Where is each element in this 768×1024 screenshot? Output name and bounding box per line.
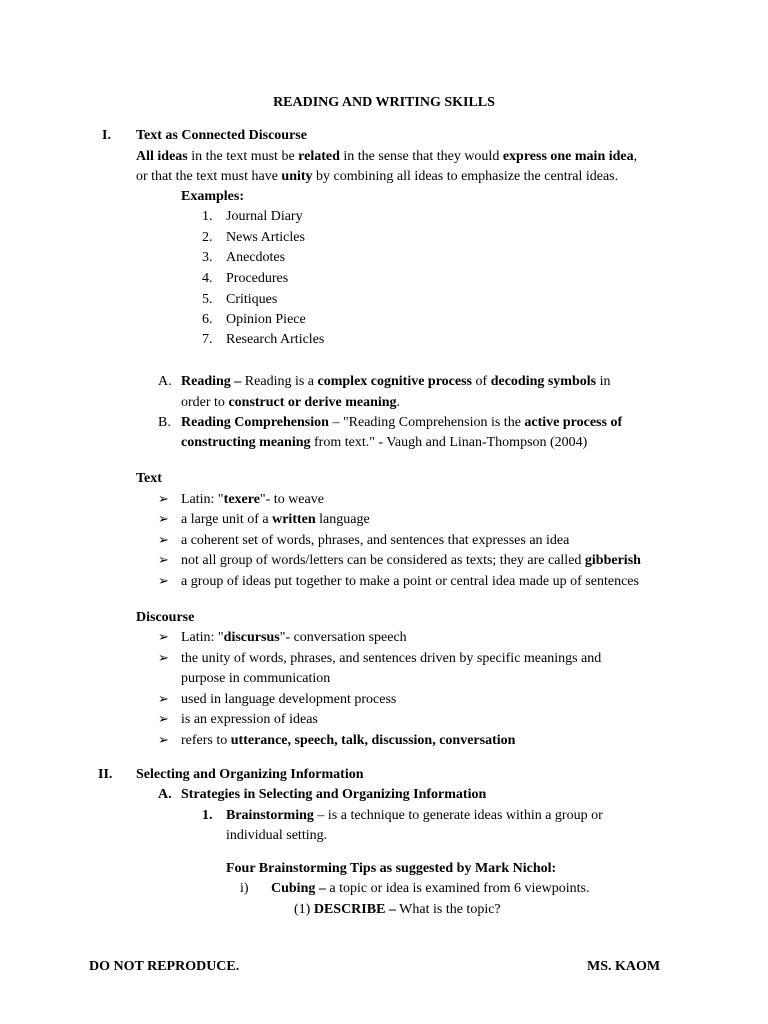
list-item: Research Articles bbox=[226, 332, 325, 347]
list-item-number: i) bbox=[240, 881, 249, 896]
text-heading: Text bbox=[136, 471, 162, 486]
bullet-item: a group of ideas put together to make a point or central idea made up of sentences bbox=[181, 574, 639, 589]
reading-definition-line-2: order to construct or derive meaning. bbox=[181, 395, 401, 410]
list-item-number: 1. bbox=[202, 808, 213, 823]
section-numeral: I. bbox=[102, 128, 111, 143]
list-item: Journal Diary bbox=[226, 209, 303, 224]
list-item-number: 1. bbox=[202, 209, 213, 224]
list-item: Procedures bbox=[226, 271, 289, 286]
list-item-number: 5. bbox=[202, 292, 213, 307]
arrow-bullet-icon: ➢ bbox=[158, 651, 169, 666]
bullet-item: refers to utterance, speech, talk, discussion, conversation bbox=[181, 733, 516, 748]
footer-left: DO NOT REPRODUCE. bbox=[89, 959, 240, 974]
list-item: Opinion Piece bbox=[226, 312, 306, 327]
arrow-bullet-icon: ➢ bbox=[158, 553, 169, 568]
list-letter: A. bbox=[158, 374, 172, 389]
list-item-number: 4. bbox=[202, 271, 213, 286]
brainstorming-line-1: Brainstorming – is a technique to generate ideas within a group or bbox=[226, 808, 603, 823]
arrow-bullet-icon: ➢ bbox=[158, 733, 169, 748]
list-letter: A. bbox=[158, 787, 172, 802]
section-heading: Selecting and Organizing Information bbox=[136, 767, 364, 782]
list-item-number: 2. bbox=[202, 230, 213, 245]
footer-right: MS. KAOM bbox=[587, 959, 661, 974]
list-letter: B. bbox=[158, 415, 171, 430]
arrow-bullet-icon: ➢ bbox=[158, 492, 169, 507]
list-item-number: 7. bbox=[202, 332, 213, 347]
list-item-number: 3. bbox=[202, 250, 213, 265]
section-numeral: II. bbox=[98, 767, 113, 782]
comprehension-definition-line-1: Reading Comprehension – "Reading Comprehension is the active process of bbox=[181, 415, 623, 430]
bullet-item: Latin: "texere"- to weave bbox=[181, 492, 324, 507]
tips-heading: Four Brainstorming Tips as suggested by Mark Nichol: bbox=[226, 861, 557, 876]
list-item: News Articles bbox=[226, 230, 305, 245]
subsection-heading: Strategies in Selecting and Organizing Information bbox=[181, 787, 487, 802]
cubing-line: Cubing – a topic or idea is examined from 6 viewpoints. bbox=[271, 881, 590, 896]
arrow-bullet-icon: ➢ bbox=[158, 692, 169, 707]
bullet-item: used in language development process bbox=[181, 692, 397, 707]
bullet-item: a large unit of a written language bbox=[181, 512, 370, 527]
intro-line-2: or that the text must have unity by combining all ideas to emphasize the central ideas. bbox=[136, 169, 619, 184]
arrow-bullet-icon: ➢ bbox=[158, 533, 169, 548]
list-item: Critiques bbox=[226, 292, 278, 307]
bullet-item: the unity of words, phrases, and sentences driven by specific meanings and bbox=[181, 651, 602, 666]
arrow-bullet-icon: ➢ bbox=[158, 574, 169, 589]
examples-label: Examples: bbox=[181, 189, 244, 204]
section-heading: Text as Connected Discourse bbox=[136, 128, 307, 143]
intro-line-1: All ideas in the text must be related in the sense that they would express one main idea, bbox=[136, 149, 638, 164]
brainstorming-line-2: individual setting. bbox=[226, 828, 328, 843]
arrow-bullet-icon: ➢ bbox=[158, 512, 169, 527]
arrow-bullet-icon: ➢ bbox=[158, 712, 169, 727]
list-item: Anecdotes bbox=[226, 250, 286, 265]
reading-definition-line-1: Reading – Reading is a complex cognitive process of decoding symbols in bbox=[181, 374, 611, 389]
bullet-item: a coherent set of words, phrases, and sentences that expresses an idea bbox=[181, 533, 570, 548]
page-title: READING AND WRITING SKILLS bbox=[273, 95, 495, 110]
comprehension-definition-line-2: constructing meaning from text." - Vaugh and Linan-Thompson (2004) bbox=[181, 435, 588, 450]
list-item-number: 6. bbox=[202, 312, 213, 327]
discourse-heading: Discourse bbox=[136, 610, 195, 625]
arrow-bullet-icon: ➢ bbox=[158, 630, 169, 645]
bullet-item: not all group of words/letters can be considered as texts; they are called gibberish bbox=[181, 553, 641, 568]
bullet-item-continuation: purpose in communication bbox=[181, 671, 331, 686]
bullet-item: Latin: "discursus"- conversation speech bbox=[181, 630, 407, 645]
bullet-item: is an expression of ideas bbox=[181, 712, 318, 727]
describe-line: (1) DESCRIBE – What is the topic? bbox=[294, 902, 501, 917]
